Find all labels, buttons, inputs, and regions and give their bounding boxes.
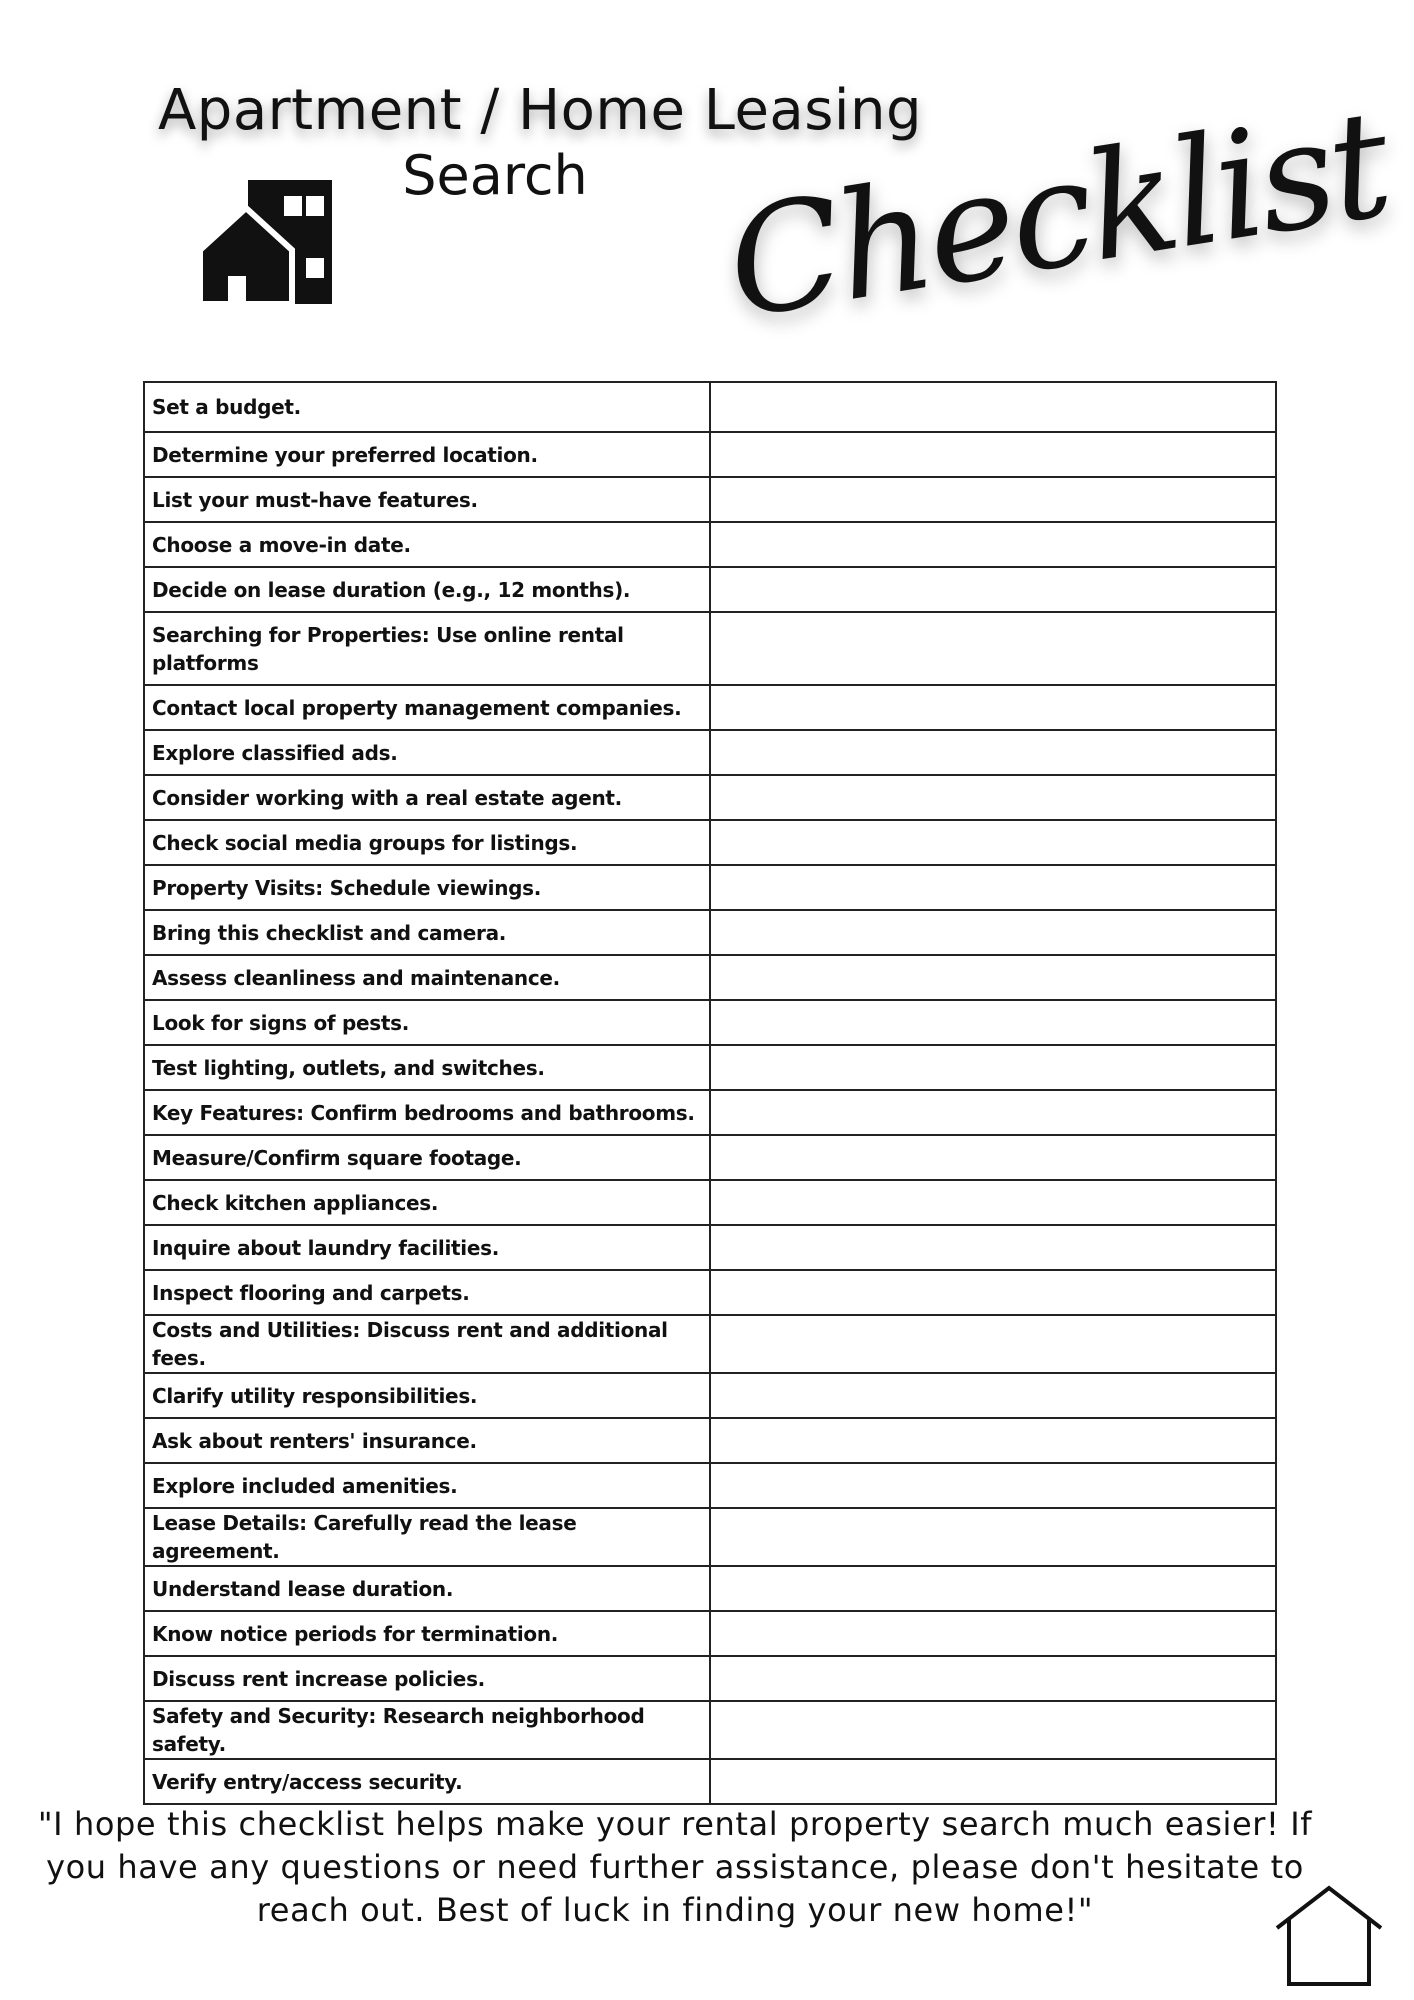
checklist-item-notes-cell[interactable] [710,567,1276,612]
checklist-item-notes-cell[interactable] [710,865,1276,910]
checklist-item-label: Property Visits: Schedule viewings. [144,865,710,910]
checklist-item-notes-cell[interactable] [710,955,1276,1000]
checklist-row [144,955,1276,1000]
checklist-row [144,1135,1276,1180]
checklist-item-label: Look for signs of pests. [144,1000,710,1045]
checklist-row [144,1090,1276,1135]
checklist-item-notes-cell[interactable] [710,1090,1276,1135]
checklist-item-label: Safety and Security: Research neighborhood safety. [144,1701,710,1759]
checklist-item-label: Test lighting, outlets, and switches. [144,1045,710,1090]
checklist-item-notes-cell[interactable] [710,1373,1276,1418]
checklist-item-label: Clarify utility responsibilities. [144,1373,710,1418]
checklist-row [144,1656,1276,1701]
checklist-item-notes-cell[interactable] [710,1225,1276,1270]
checklist-row [144,685,1276,730]
checklist-item-label: Inspect flooring and carpets. [144,1270,710,1315]
checklist-item-notes-cell[interactable] [710,382,1276,432]
checklist-item-label: Explore included amenities. [144,1463,710,1508]
checklist-row [144,730,1276,775]
checklist-row [144,1418,1276,1463]
checklist-item-label: Lease Details: Carefully read the lease agreement. [144,1508,710,1566]
checklist-row [144,382,1276,432]
checklist-row [144,1701,1276,1759]
checklist-item-notes-cell[interactable] [710,1045,1276,1090]
checklist-row [144,1508,1276,1566]
checklist-row [144,1611,1276,1656]
checklist-row [144,820,1276,865]
checklist-item-notes-cell[interactable] [710,522,1276,567]
checklist-item-label: Ask about renters' insurance. [144,1418,710,1463]
checklist-item-label: Check kitchen appliances. [144,1180,710,1225]
checklist-row [144,1180,1276,1225]
checklist-item-notes-cell[interactable] [710,432,1276,477]
checklist-item-label: Costs and Utilities: Discuss rent and additional fees. [144,1315,710,1373]
checklist-row [144,1225,1276,1270]
checklist-item-notes-cell[interactable] [710,1315,1276,1373]
checklist-table [143,381,1277,1805]
checklist-item-label: Contact local property management companies. [144,685,710,730]
checklist-item-label: List your must-have features. [144,477,710,522]
checklist-item-label: Consider working with a real estate agent. [144,775,710,820]
checklist-item-label: Discuss rent increase policies. [144,1656,710,1701]
checklist-item-label: Understand lease duration. [144,1566,710,1611]
checklist-item-notes-cell[interactable] [710,1000,1276,1045]
checklist-item-label: Searching for Properties: Use online rental platforms [144,612,710,685]
checklist-item-label: Verify entry/access security. [144,1759,710,1804]
checklist-item-notes-cell[interactable] [710,1656,1276,1701]
checklist-item-notes-cell[interactable] [710,1611,1276,1656]
checklist-item-label: Key Features: Confirm bedrooms and bathrooms. [144,1090,710,1135]
checklist-item-label: Know notice periods for termination. [144,1611,710,1656]
checklist-item-notes-cell[interactable] [710,685,1276,730]
checklist-row [144,432,1276,477]
checklist-row [144,1045,1276,1090]
checklist-row [144,1759,1276,1804]
checklist-item-label: Set a budget. [144,382,710,432]
checklist-row [144,865,1276,910]
checklist-item-notes-cell[interactable] [710,1270,1276,1315]
checklist-item-notes-cell[interactable] [710,1463,1276,1508]
checklist-row [144,775,1276,820]
checklist-item-notes-cell[interactable] [710,910,1276,955]
checklist-item-label: Decide on lease duration (e.g., 12 months). [144,567,710,612]
checklist-item-label: Inquire about laundry facilities. [144,1225,710,1270]
checklist-item-notes-cell[interactable] [710,1701,1276,1759]
checklist-item-label: Choose a move-in date. [144,522,710,567]
checklist-item-notes-cell[interactable] [710,1135,1276,1180]
checklist-item-notes-cell[interactable] [710,477,1276,522]
house-outline-icon [1273,1884,1385,1986]
checklist-item-label: Check social media groups for listings. [144,820,710,865]
checklist-row [144,1000,1276,1045]
checklist-row [144,1566,1276,1611]
checklist-row [144,522,1276,567]
building-house-icon [200,180,332,304]
checklist-item-notes-cell[interactable] [710,730,1276,775]
checklist-item-label: Assess cleanliness and maintenance. [144,955,710,1000]
page-title-line1: Apartment / Home Leasing [157,78,922,143]
checklist-item-label: Explore classified ads. [144,730,710,775]
checklist-row [144,910,1276,955]
checklist-row [144,612,1276,685]
checklist-script-title: Checklist [716,77,1399,352]
closing-note: "I hope this checklist helps make your rental property search much easier! If you have any questions or need further assistance, please don't hesitate to reach out. Best of luck in finding your new home!" [37,1805,1313,1929]
checklist-row [144,1373,1276,1418]
checklist-row [144,1463,1276,1508]
checklist-item-label: Determine your preferred location. [144,432,710,477]
checklist-item-notes-cell[interactable] [710,1566,1276,1611]
checklist-row [144,567,1276,612]
checklist-item-notes-cell[interactable] [710,775,1276,820]
checklist-row [144,477,1276,522]
checklist-item-notes-cell[interactable] [710,1180,1276,1225]
checklist-item-notes-cell[interactable] [710,612,1276,685]
checklist-row [144,1315,1276,1373]
checklist-row [144,1270,1276,1315]
checklist-item-notes-cell[interactable] [710,1759,1276,1804]
checklist-item-label: Bring this checklist and camera. [144,910,710,955]
checklist-item-notes-cell[interactable] [710,1418,1276,1463]
page-title-line2: Search [402,144,588,207]
checklist-item-label: Measure/Confirm square footage. [144,1135,710,1180]
checklist-item-notes-cell[interactable] [710,820,1276,865]
checklist-item-notes-cell[interactable] [710,1508,1276,1566]
